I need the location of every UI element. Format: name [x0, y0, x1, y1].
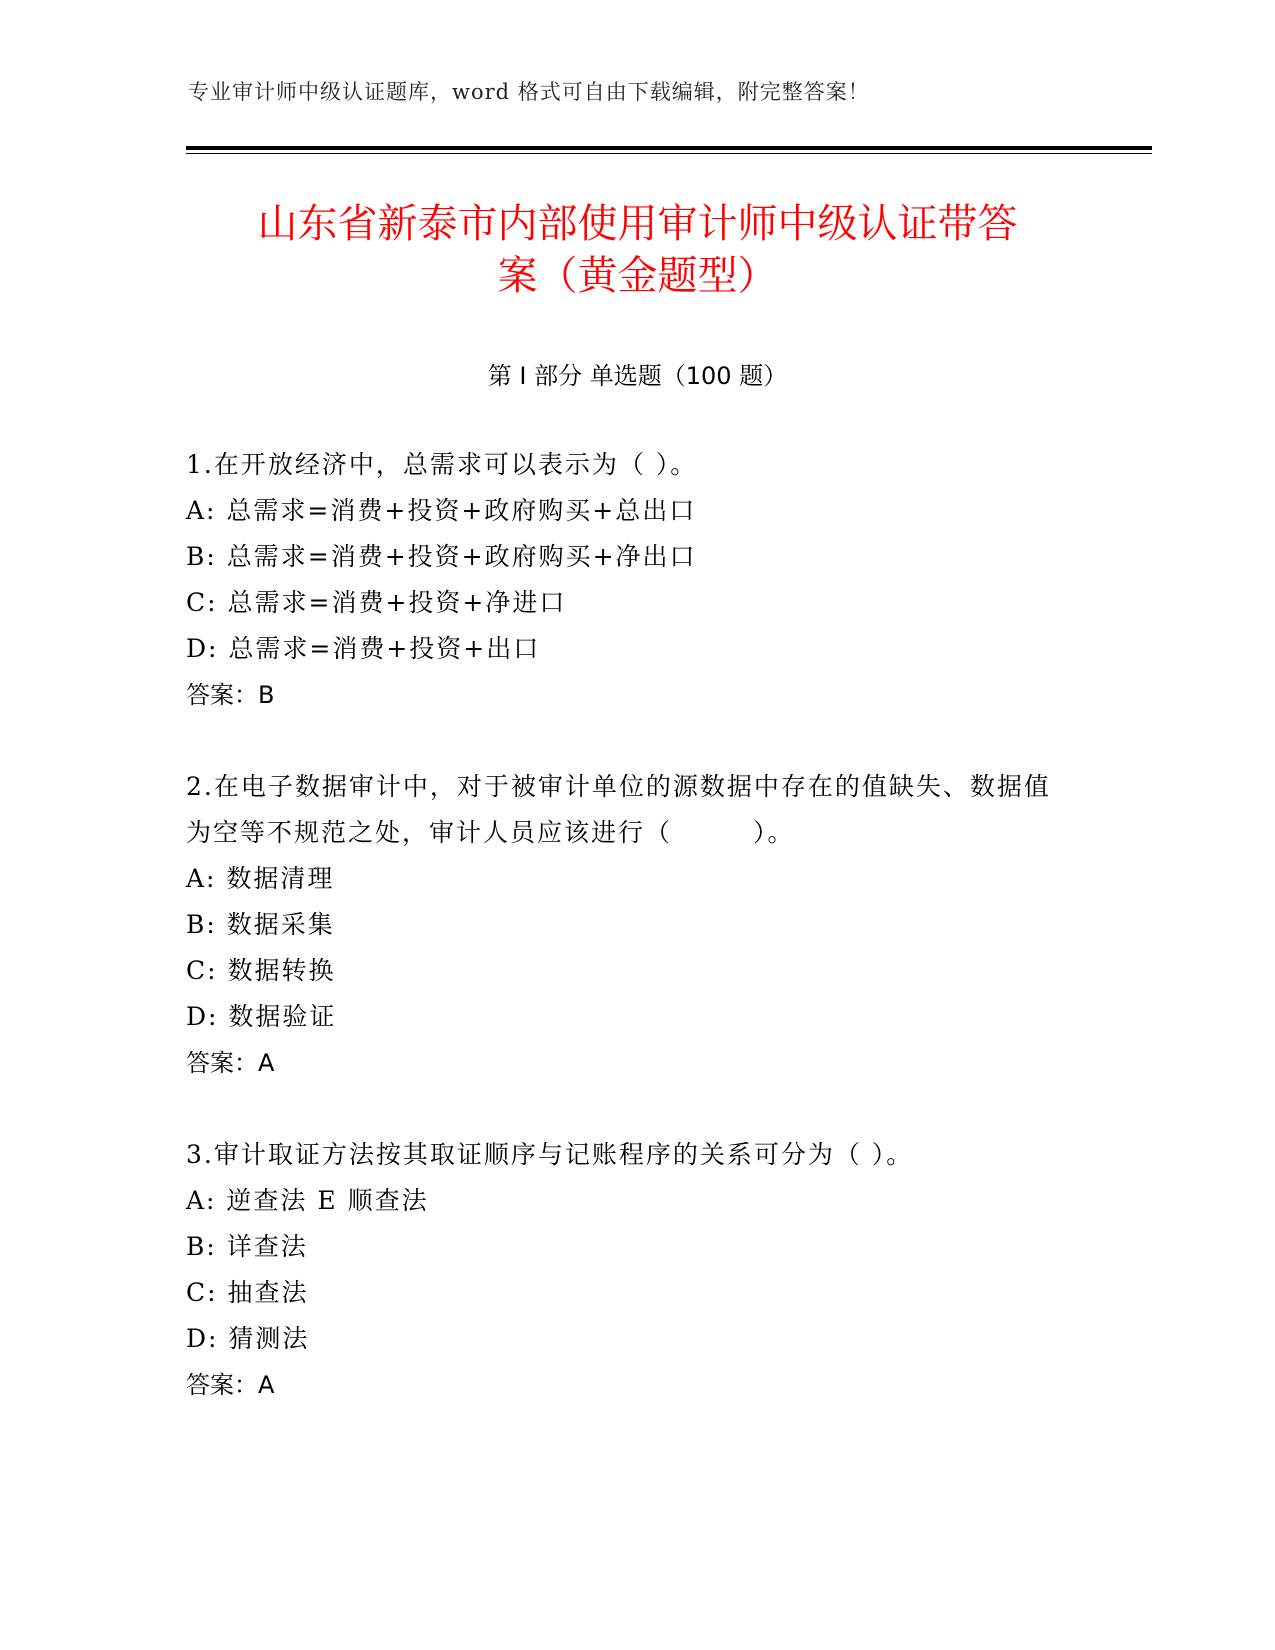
- section-title: 第 I 部分 单选题（100 题）: [487, 362, 788, 390]
- option-c: C: 数据转换: [186, 956, 336, 985]
- option-b: B: 详查法: [186, 1232, 308, 1261]
- question-3: [186, 1132, 1066, 1408]
- option-b: B: 总需求=消费+投资+政府购买+净出口: [186, 542, 697, 571]
- option-d: D: 猜测法: [186, 1324, 310, 1353]
- question-stem: 3.审计取证方法按其取证顺序与记账程序的关系可分为（ ）。: [186, 1140, 914, 1169]
- question-stem: 2.在电子数据审计中，对于被审计单位的源数据中存在的值缺失、数据值为空等不规范之处，审计人员应该进行（ ）。: [186, 772, 1051, 847]
- document-title: [140, 198, 1135, 302]
- option-b: B: 数据采集: [186, 910, 335, 939]
- question-2: [186, 764, 1066, 1086]
- question-list: [186, 442, 1066, 1454]
- answer: 答案：B: [186, 681, 275, 709]
- answer: 答案：A: [186, 1371, 275, 1399]
- option-c: C: 抽查法: [186, 1278, 309, 1307]
- question-stem: 1.在开放经济中，总需求可以表示为（ ）。: [186, 450, 698, 479]
- question-1: [186, 442, 1066, 718]
- header-divider-thick: [186, 146, 1152, 150]
- header-divider-thin: [186, 153, 1152, 154]
- answer: 答案：A: [186, 1049, 275, 1077]
- option-a: A: 总需求=消费+投资+政府购买+总出口: [186, 496, 697, 525]
- option-a: A: 逆查法 E 顺查法: [186, 1186, 429, 1215]
- option-d: D: 数据验证: [186, 1002, 337, 1031]
- option-a: A: 数据清理: [186, 864, 335, 893]
- document-title-line-1: 山东省新泰市内部使用审计师中级认证带答: [257, 201, 1018, 247]
- option-c: C: 总需求=消费+投资+净进口: [186, 588, 567, 617]
- document-title-line-2: 案（黄金题型）: [497, 253, 778, 299]
- option-d: D: 总需求=消费+投资+出口: [186, 634, 541, 663]
- header-note: 专业审计师中级认证题库，word 格式可自由下载编辑，附完整答案！: [188, 80, 870, 104]
